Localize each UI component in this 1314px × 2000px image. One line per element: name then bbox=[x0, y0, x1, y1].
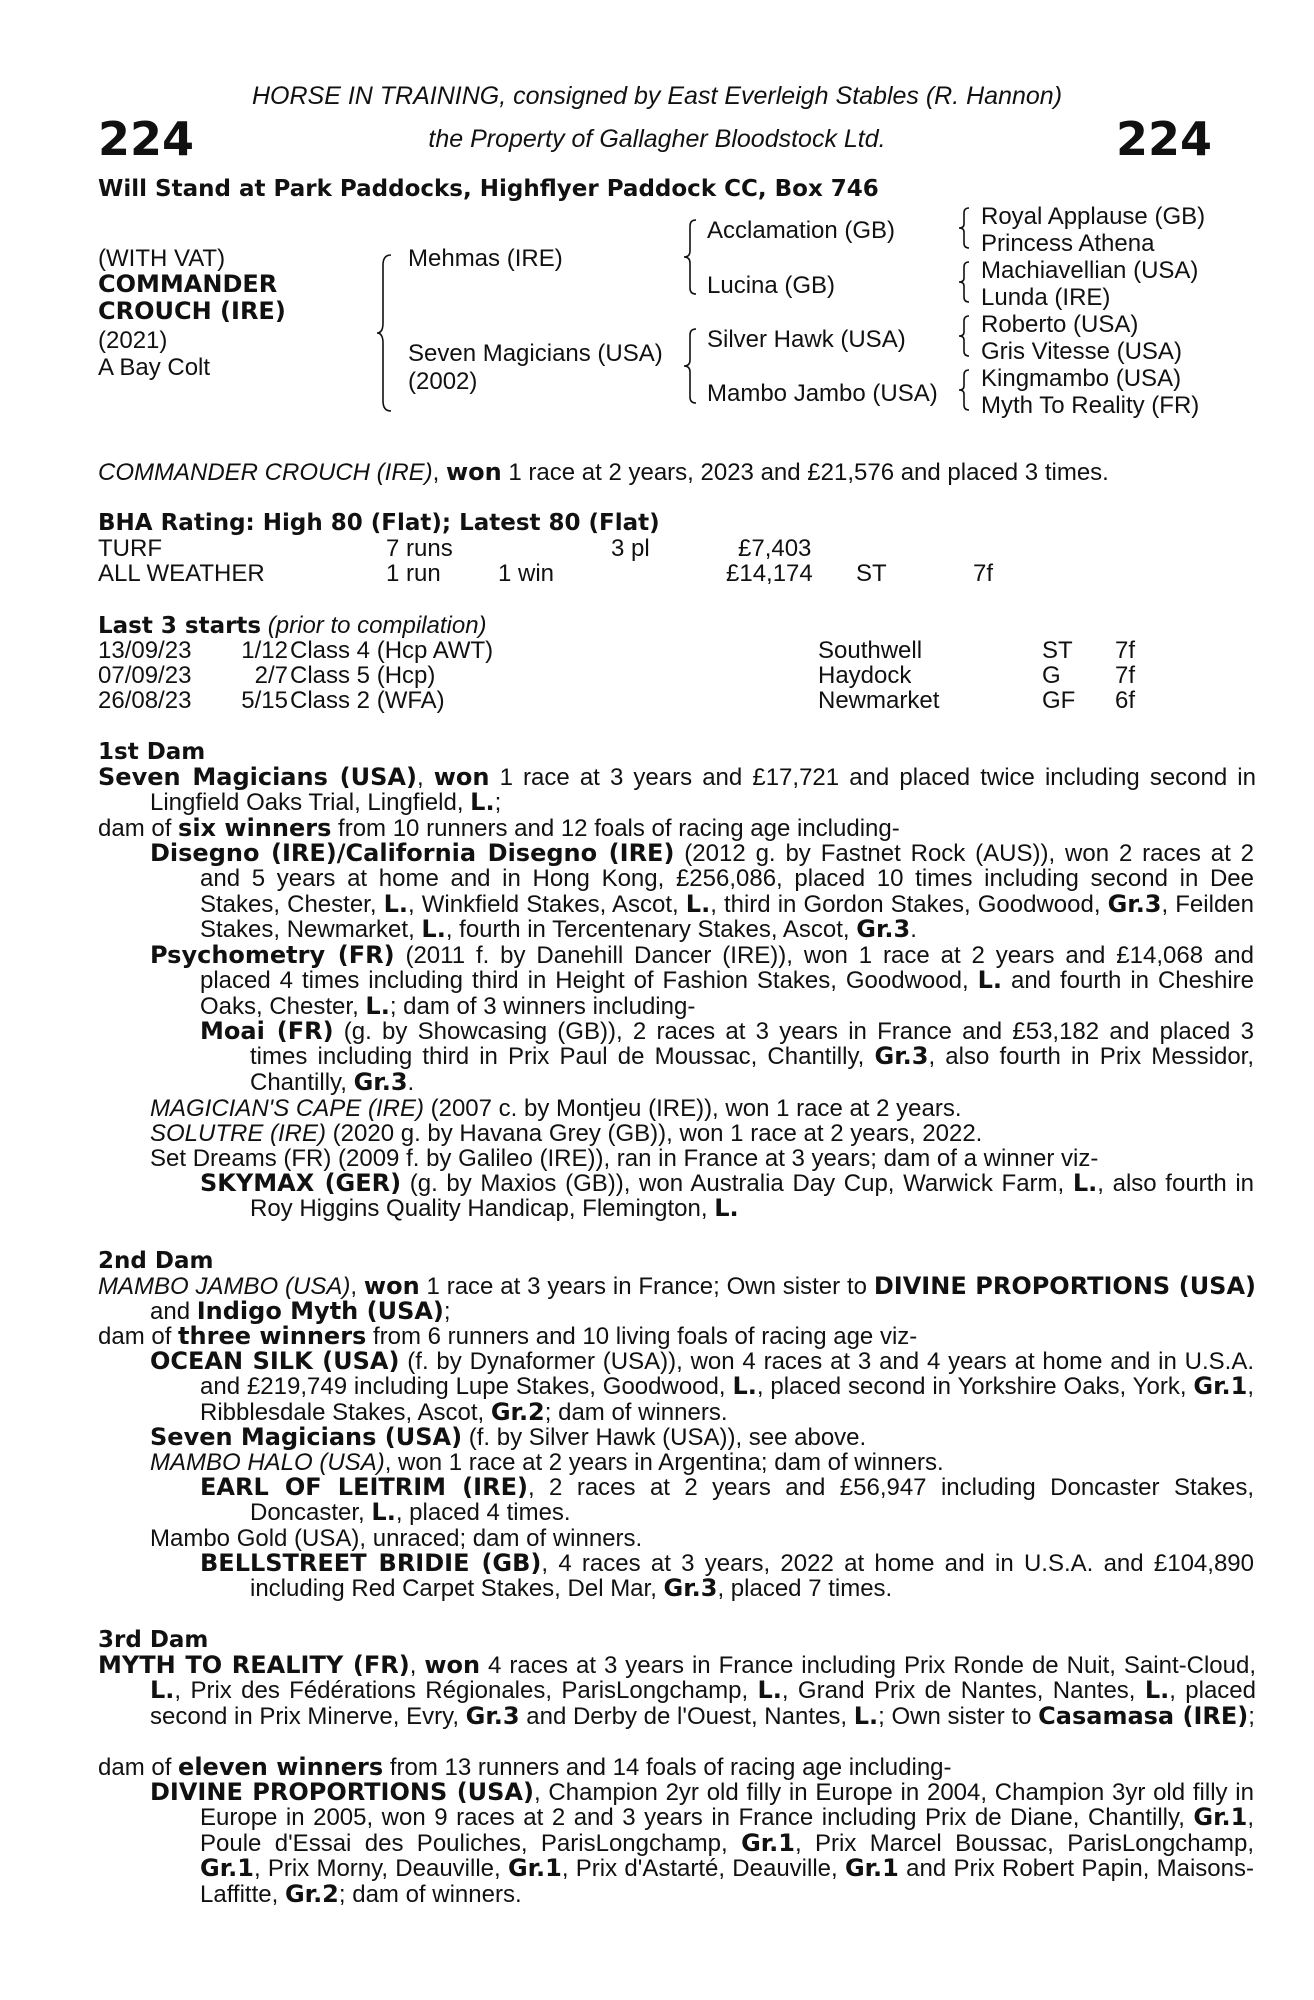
text-run: (2007 c. by Montjeu (IRE)), won 1 race at 2 years. bbox=[423, 1095, 962, 1122]
text-run: , Prix des Fédérations Régionales, ParisLongchamp, bbox=[174, 1677, 758, 1705]
pedigree-gg: Myth To Reality (FR) bbox=[981, 392, 1200, 419]
entry-name: MAGICIAN'S CAPE (IRE) bbox=[150, 1095, 424, 1122]
text-run: ; dam of 3 winners including- bbox=[389, 992, 696, 1020]
start-date: 07/09/23 bbox=[98, 662, 192, 689]
consigned-line: HORSE IN TRAINING, consigned by East Everleigh Stables (R. Hannon) bbox=[251, 82, 1063, 110]
group-tag: Gr.2 bbox=[490, 1397, 545, 1426]
entry-name: Moai (FR) bbox=[200, 1017, 334, 1045]
produce-entry bbox=[200, 1475, 1254, 1526]
text-run: Mambo Gold (USA), unraced; dam of winners. bbox=[150, 1525, 643, 1552]
stand-line: Will Stand at Park Paddocks, Highflyer Paddock CC, Box 746 bbox=[98, 176, 879, 202]
first-dam-heading: 1st Dam bbox=[98, 739, 206, 765]
summary-won: won bbox=[446, 458, 502, 486]
produce-entry bbox=[150, 1780, 1254, 1907]
pedigree-gg: Princess Athena bbox=[981, 230, 1155, 257]
winners-count: three winners bbox=[178, 1322, 367, 1350]
rating-going: ST bbox=[856, 560, 887, 587]
property-line: the Property of Gallagher Bloodstock Ltd. bbox=[428, 125, 886, 153]
rating-label: ALL WEATHER bbox=[98, 560, 265, 587]
text-run: ; bbox=[1248, 1702, 1255, 1730]
pedigree-brace-dam bbox=[682, 327, 698, 405]
pedigree-brace-gg4 bbox=[957, 368, 971, 412]
text-run: , 4 races at 3 years, 2022 at home and in U.S.A. and £104,890 including Red Carpet Stakes, Del Mar, bbox=[250, 1550, 1254, 1603]
pedigree-gg: Gris Vitesse (USA) bbox=[981, 338, 1182, 365]
rating-prize: £7,403 bbox=[738, 535, 812, 562]
start-going: GF bbox=[1042, 687, 1076, 714]
pedigree-brace-gg3 bbox=[957, 314, 971, 358]
third-dam-produce-line bbox=[98, 1755, 1204, 1780]
text-run: ; dam of winners. bbox=[338, 1880, 522, 1908]
last-starts-note: (prior to compilation) bbox=[267, 612, 487, 639]
rating-runs: 7 runs bbox=[386, 535, 453, 562]
text-run: , bbox=[409, 1652, 425, 1679]
text-run: , Prix Morny, Deauville, bbox=[253, 1855, 508, 1883]
listed-tag: L. bbox=[383, 889, 409, 918]
produce-entry bbox=[150, 1526, 642, 1551]
sibling-name: Casamasa (IRE) bbox=[1038, 1701, 1249, 1730]
text-run: (f. by Silver Hawk (USA)), see above. bbox=[462, 1424, 867, 1451]
start-going: ST bbox=[1042, 637, 1073, 664]
winners-count: eleven winners bbox=[178, 1753, 384, 1781]
start-distance: 7f bbox=[1115, 637, 1136, 664]
group-tag: Gr.1 bbox=[200, 1854, 254, 1883]
entry-name: Disegno (IRE)/California Disegno (IRE) bbox=[150, 839, 675, 867]
pedigree-gg: Roberto (USA) bbox=[981, 311, 1139, 338]
produce-entry bbox=[150, 1096, 962, 1121]
won-label: won bbox=[363, 1272, 420, 1300]
group-tag: Gr.1 bbox=[741, 1828, 795, 1857]
text-run: from 13 runners and 14 foals of racing age including- bbox=[383, 1754, 952, 1781]
text-run: from 10 runners and 12 foals of racing age including- bbox=[331, 815, 900, 842]
listed-tag: L. bbox=[853, 1701, 879, 1730]
horse-description: A Bay Colt bbox=[98, 354, 211, 381]
text-run: , also fourth in Roy Higgins Quality Handicap, Flemington, bbox=[250, 1170, 1255, 1223]
third-dam-record bbox=[98, 1653, 1256, 1729]
rating-prize: £14,174 bbox=[726, 560, 813, 587]
start-position: 2/7 bbox=[254, 662, 288, 689]
listed-tag: L. bbox=[365, 991, 390, 1020]
text-run: , fourth in Tercentenary Stakes, Ascot, bbox=[445, 916, 857, 944]
entry-name: EARL OF LEITRIM (IRE) bbox=[200, 1473, 528, 1501]
group-tag: Gr.1 bbox=[1193, 1372, 1248, 1401]
entry-name: Psychometry (FR) bbox=[150, 941, 395, 969]
text-run: , placed 7 times. bbox=[717, 1575, 893, 1603]
entry-name: BELLSTREET BRIDIE (GB) bbox=[200, 1549, 542, 1577]
lot-number-right: 224 bbox=[1116, 112, 1213, 166]
start-race: Class 2 (WFA) bbox=[290, 687, 445, 714]
pedigree-brace-sire bbox=[682, 218, 698, 296]
listed-tag: L. bbox=[685, 889, 711, 918]
text-run: , Grand Prix de Nantes, Nantes, bbox=[781, 1677, 1145, 1705]
group-tag: Gr.3 bbox=[353, 1067, 408, 1096]
entry-name: SKYMAX (GER) bbox=[200, 1169, 402, 1197]
dam-name: Seven Magicians (USA) bbox=[98, 763, 417, 791]
pedigree-dam-dam: Mambo Jambo (USA) bbox=[707, 380, 938, 407]
pedigree-gg: Kingmambo (USA) bbox=[981, 365, 1182, 392]
produce-entry bbox=[200, 1171, 1254, 1222]
text-run: , Feilden Stakes, Newmarket, bbox=[200, 890, 1254, 944]
produce-entry bbox=[200, 1551, 1254, 1602]
produce-entry bbox=[150, 1146, 1098, 1171]
start-going: G bbox=[1042, 662, 1061, 689]
produce-entry bbox=[150, 1425, 866, 1450]
pedigree-brace-main bbox=[375, 253, 395, 413]
dam-name: MYTH TO REALITY (FR) bbox=[98, 1651, 410, 1679]
text-run: dam of bbox=[98, 815, 179, 842]
text-run: (2020 g. by Havana Grey (GB)), won 1 race at 2 years, 2022. bbox=[326, 1120, 983, 1147]
entry-name: MAMBO HALO (USA) bbox=[150, 1449, 385, 1476]
pedigree-gg: Machiavellian (USA) bbox=[981, 257, 1199, 284]
second-dam-heading: 2nd Dam bbox=[98, 1248, 214, 1274]
rating-distance: 7f bbox=[973, 560, 994, 587]
pedigree-dam: Seven Magicians (USA) bbox=[408, 340, 663, 367]
start-course: Haydock bbox=[818, 662, 912, 689]
text-run: ; Own sister to bbox=[878, 1702, 1039, 1730]
text-run: , Poule d'Essai des Pouliches, ParisLongchamp, bbox=[200, 1804, 1254, 1857]
produce-entry bbox=[200, 1019, 1254, 1095]
text-run: (g. by Maxios (GB)), won Australia Day Cup, Warwick Farm, bbox=[401, 1170, 1073, 1197]
bha-rating-heading: BHA Rating: High 80 (Flat); Latest 80 (Flat) bbox=[98, 510, 660, 536]
pedigree-brace-gg1 bbox=[957, 206, 971, 250]
second-dam-produce-line bbox=[98, 1324, 1204, 1349]
start-race: Class 4 (Hcp AWT) bbox=[290, 637, 494, 664]
group-tag: Gr.3 bbox=[874, 1042, 929, 1071]
listed-tag: L. bbox=[757, 1676, 782, 1705]
text-run: ; dam of winners. bbox=[544, 1398, 728, 1426]
listed-tag: L. bbox=[371, 1498, 396, 1527]
produce-entry bbox=[150, 841, 1254, 943]
text-run: 1 race at 3 years in France; Own sister to bbox=[419, 1273, 874, 1300]
text-run: . bbox=[407, 1068, 415, 1096]
text-run: (2011 f. by Danehill Dancer (IRE)), won 1 race at 2 years and £14,068 and placed 4 times including third in Height of Fashion Stakes, Goodwood, bbox=[200, 942, 1254, 995]
summary-name: COMMANDER CROUCH (IRE) bbox=[98, 459, 433, 486]
horse-name-line2: CROUCH (IRE) bbox=[98, 297, 286, 325]
group-tag: Gr.3 bbox=[465, 1701, 520, 1730]
listed-tag: L. bbox=[977, 966, 1003, 995]
text-run: ; bbox=[443, 1298, 451, 1326]
entry-name: DIVINE PROPORTIONS (USA) bbox=[150, 1778, 534, 1806]
group-tag: Gr.1 bbox=[507, 1854, 562, 1883]
pedigree-sire: Mehmas (IRE) bbox=[408, 245, 563, 272]
lot-number-left: 224 bbox=[98, 112, 195, 166]
horse-year: (2021) bbox=[98, 327, 168, 354]
listed-tag: L. bbox=[1144, 1676, 1170, 1705]
pedigree-dam-sire: Silver Hawk (USA) bbox=[707, 326, 906, 353]
text-run: , placed 4 times. bbox=[395, 1499, 571, 1527]
pedigree-gg: Royal Applause (GB) bbox=[981, 203, 1206, 230]
rating-placed: 3 pl bbox=[611, 535, 650, 562]
first-dam-produce-line bbox=[98, 816, 1204, 841]
start-course: Southwell bbox=[818, 637, 923, 664]
last-starts-title: Last 3 starts bbox=[98, 613, 262, 639]
text-run: , Prix d'Astarté, Deauville, bbox=[561, 1855, 845, 1883]
dam-name: MAMBO JAMBO (USA) bbox=[98, 1273, 351, 1300]
produce-entry bbox=[150, 1121, 982, 1146]
summary-text: 1 race at 2 years, 2023 and £21,576 and placed 3 times. bbox=[501, 459, 1109, 486]
winners-count: six winners bbox=[178, 814, 332, 842]
group-tag: Gr.1 bbox=[1193, 1803, 1248, 1832]
text-run: (f. by Dynaformer (USA)), won 4 races at 3 and 4 years at home and in U.S.A. and £219,749 including Lupe Stakes, Goodwood, bbox=[200, 1348, 1254, 1401]
produce-entry bbox=[150, 1450, 944, 1475]
text-run: , Champion 2yr old filly in Europe in 2004, Champion 3yr old filly in Europe in 2005, won 9 races at 2 and 3 years in France including Prix de Diane, Chantilly, bbox=[200, 1779, 1254, 1832]
first-dam-record bbox=[98, 765, 1256, 816]
text-run: , Prix Marcel Boussac, ParisLongchamp, bbox=[795, 1829, 1254, 1857]
listed-tag: L. bbox=[470, 788, 495, 817]
pedigree-dam-year: (2002) bbox=[408, 368, 478, 395]
start-distance: 7f bbox=[1115, 662, 1136, 689]
start-distance: 6f bbox=[1115, 687, 1136, 714]
text-run: , also fourth in Prix Messidor, Chantilly, bbox=[250, 1043, 1254, 1096]
text-run: dam of bbox=[98, 1323, 179, 1350]
start-course: Newmarket bbox=[818, 687, 940, 714]
text-run: and Derby de l'Ouest, Nantes, bbox=[519, 1702, 854, 1730]
third-dam-heading: 3rd Dam bbox=[98, 1627, 209, 1653]
text-run: Set Dreams (FR) (2009 f. by Galileo (IRE)), ran in France at 3 years; dam of a winner viz- bbox=[150, 1145, 1099, 1172]
last-starts-heading bbox=[98, 613, 487, 639]
start-date: 26/08/23 bbox=[98, 687, 192, 714]
second-dam-record bbox=[98, 1274, 1256, 1325]
group-tag: Gr.3 bbox=[1107, 889, 1162, 918]
text-run: , 2 races at 2 years and £56,947 including Doncaster Stakes, Doncaster, bbox=[250, 1474, 1254, 1527]
text-run: , Ribblesdale Stakes, Ascot, bbox=[200, 1373, 1254, 1426]
start-position: 1/12 bbox=[241, 637, 288, 664]
entry-name: Seven Magicians (USA) bbox=[150, 1423, 463, 1451]
text-run: , won 1 race at 2 years in Argentina; dam of winners. bbox=[384, 1449, 944, 1476]
race-summary: COMMANDER CROUCH (IRE), won 1 race at 2 years, 2023 and £21,576 and placed 3 times. bbox=[98, 458, 1109, 486]
text-run: (2012 g. by Fastnet Rock (AUS)), won 2 races at 2 and 5 years at home and in Hong Kong, £256,086, placed 10 times including second in Dee Stakes, Chester, bbox=[200, 840, 1254, 918]
group-tag: Gr.2 bbox=[284, 1879, 339, 1908]
text-run: and bbox=[150, 1298, 197, 1326]
pedigree-sire-sire: Acclamation (GB) bbox=[707, 217, 896, 244]
text-run: and Prix Robert Papin, Maisons-Laffitte, bbox=[200, 1855, 1254, 1908]
horse-name-line1: COMMANDER bbox=[98, 270, 278, 298]
won-label: won bbox=[433, 763, 490, 791]
sibling-name: DIVINE PROPORTIONS (USA) bbox=[873, 1272, 1257, 1300]
listed-tag: L. bbox=[150, 1676, 175, 1705]
group-tag: Gr.3 bbox=[856, 915, 911, 944]
text-run: , bbox=[350, 1273, 364, 1300]
pedigree-sire-dam: Lucina (GB) bbox=[707, 272, 836, 299]
pedigree-gg: Lunda (IRE) bbox=[981, 284, 1111, 311]
text-run: , placed second in Yorkshire Oaks, York, bbox=[756, 1373, 1194, 1401]
text-run: ; bbox=[494, 789, 502, 817]
listed-tag: L. bbox=[1072, 1169, 1098, 1197]
rating-runs: 1 run bbox=[386, 560, 441, 587]
entry-name: SOLUTRE (IRE) bbox=[150, 1120, 327, 1147]
text-run: 1 race at 3 years and £17,721 and placed twice including second in Lingfield Oaks Trial, Lingfield, bbox=[150, 764, 1256, 817]
text-run: , placed second in Prix Minerve, Evry, bbox=[150, 1677, 1257, 1730]
entry-name: OCEAN SILK (USA) bbox=[150, 1347, 400, 1375]
text-run: and fourth in Cheshire Oaks, Chester, bbox=[200, 967, 1254, 1020]
listed-tag: L. bbox=[714, 1194, 739, 1223]
text-run: 4 races at 3 years in France including Prix Ronde de Nuit, Saint-Cloud, bbox=[480, 1652, 1256, 1679]
text-run: . bbox=[910, 916, 917, 944]
produce-entry bbox=[150, 943, 1254, 1019]
rating-label: TURF bbox=[98, 535, 162, 562]
text-run: , Winkfield Stakes, Ascot, bbox=[408, 890, 686, 918]
produce-entry bbox=[150, 1349, 1254, 1425]
group-tag: Gr.1 bbox=[844, 1854, 899, 1883]
start-position: 5/15 bbox=[241, 687, 288, 714]
sibling-name: Indigo Myth (USA) bbox=[196, 1297, 444, 1326]
vat-label: (WITH VAT) bbox=[98, 245, 226, 272]
won-label: won bbox=[424, 1651, 481, 1679]
text-run: from 6 runners and 10 living foals of racing age viz- bbox=[366, 1323, 918, 1350]
listed-tag: L. bbox=[732, 1372, 757, 1401]
text-run: dam of bbox=[98, 1754, 179, 1781]
listed-tag: L. bbox=[421, 915, 446, 944]
text-run: , bbox=[416, 764, 434, 791]
start-date: 13/09/23 bbox=[98, 637, 192, 664]
start-race: Class 5 (Hcp) bbox=[290, 662, 436, 689]
rating-wins: 1 win bbox=[498, 560, 555, 587]
text-run: , third in Gordon Stakes, Goodwood, bbox=[710, 890, 1108, 918]
pedigree-brace-gg2 bbox=[957, 260, 971, 304]
group-tag: Gr.3 bbox=[663, 1574, 718, 1603]
text-run: (g. by Showcasing (GB)), 2 races at 3 years in France and £53,182 and placed 3 times including third in Prix Paul de Moussac, Chantilly, bbox=[250, 1018, 1254, 1071]
